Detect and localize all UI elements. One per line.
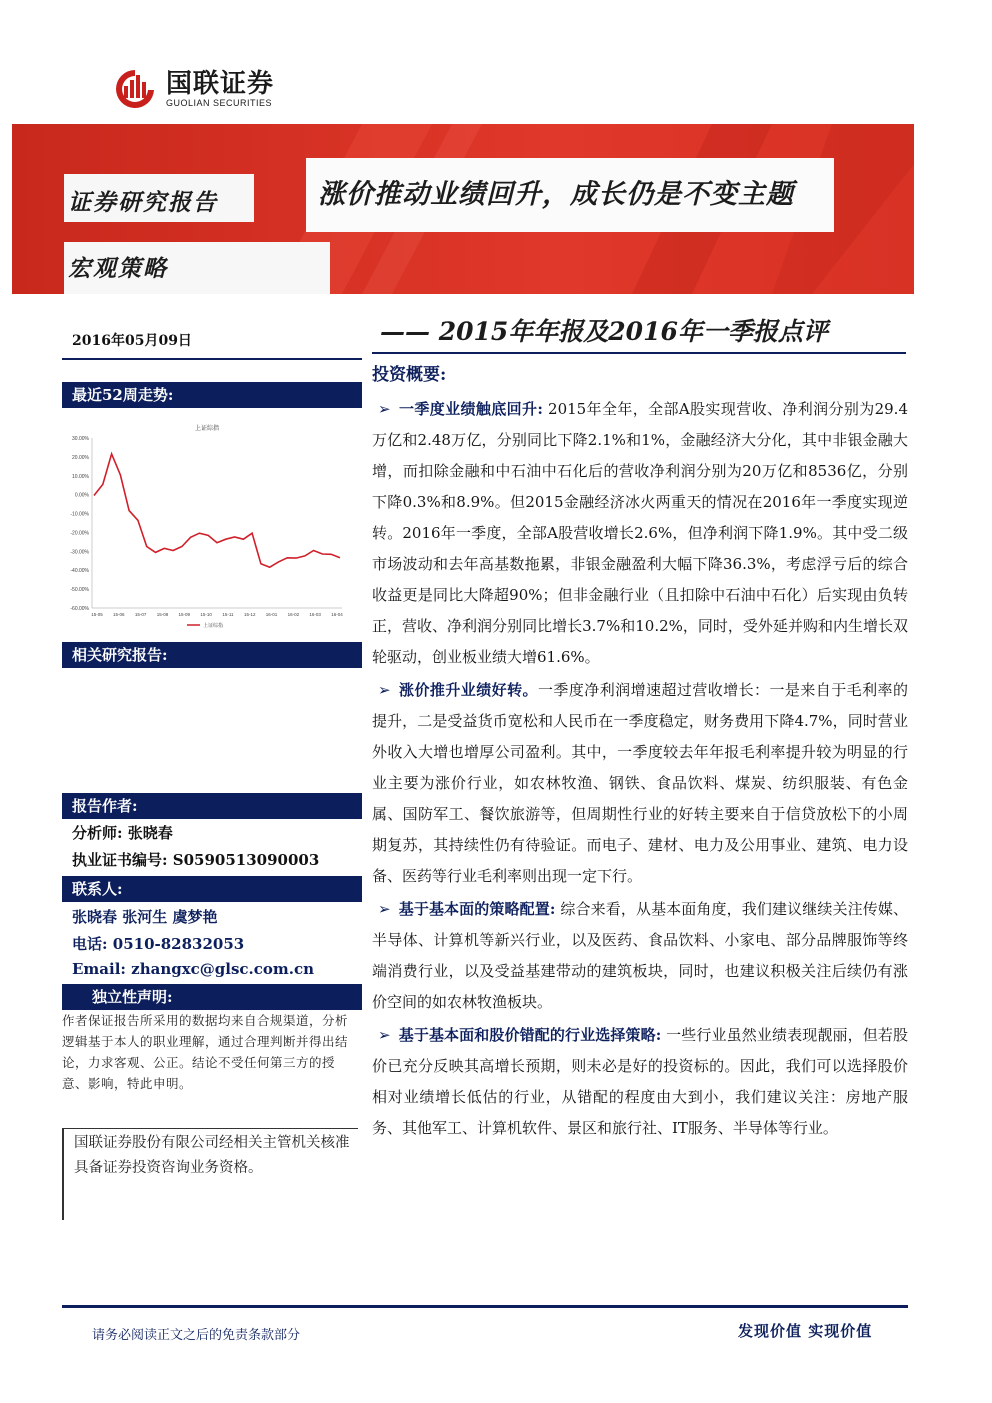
bullet-text: 一些行业虽然业绩表现靓丽，但若股价已充分反映其高增长预期，则未必是好的投资标的。因此，我们可以选择股价相对业绩增长低估的行业，从错配的程度由大到小，我们建议关注：房地产服务、其他军工、计算机软件、景区和旅行社、IT服务、半导体等行业。	[372, 1026, 908, 1137]
y-tick-label: 0.00%	[74, 492, 89, 499]
bullet-text: 2015年全年，全部A股实现营收、净利润分别为29.4万亿和2.48万亿，分别同比下降2.1%和1%，金融经济大分化，其中非银金融大增，而扣除金融和中石油中石化后的营收净利润分别为20万亿和8536亿，分别下降0.3%和8.9%。但2015金融经济冰火两重天的情况在2016年一季度实现逆转。2016年一季度，全部A股营收增长2.6%，但净利润下降1.9%。其中受二级市场波动和去年高基数拖累，非银金融盈利大幅下降36.3%，考虑浮亏后的综合收益更是同比大降超90%；但非金融行业（且扣除中石油中石化）后实现由负转正，营收、净利润分别同比增长3.7%和10.2%，同时，受外延并购和内生增长双轮驱动，创业板业绩大增61.6%。	[372, 400, 908, 666]
report-date: 2016年05月09日	[72, 333, 192, 349]
related-header: 相关研究报告:	[62, 642, 362, 668]
x-tick-label: 16-02	[287, 612, 300, 617]
report-title: 涨价推动业绩回升，成长仍是不变主题	[318, 179, 794, 210]
company-logo	[112, 66, 274, 112]
right-divider	[372, 352, 906, 354]
x-tick-label: 15-05	[91, 612, 103, 617]
footer-divider	[62, 1305, 908, 1308]
license-text: 国联证券股份有限公司经相关主管机关核准具备证券投资咨询业务资格。	[62, 1128, 358, 1181]
arrow-bullet-icon: ➢	[378, 681, 391, 699]
logo-mark-icon	[112, 66, 158, 112]
left-divider	[62, 358, 362, 360]
analyst-line: 分析师: 张晓春	[72, 824, 173, 842]
y-tick-label: 20.00%	[72, 454, 89, 461]
chart-title: 上证综指	[194, 426, 220, 432]
y-tick-label: -30.00%	[70, 549, 89, 556]
report-type: 证券研究报告	[68, 189, 218, 216]
y-tick-label: 10.00%	[72, 473, 89, 480]
logo-cn-text: 国联证券	[166, 69, 275, 99]
bullet-paragraph	[372, 1020, 908, 1144]
x-tick-label: 15-08	[156, 612, 169, 617]
bullet-text: 综合来看，从基本面角度，我们建议继续关注传媒、半导体、计算机等新兴行业，以及医药、食品饮料、小家电、部分品牌服饰等终端消费行业，以及受益基建带动的建筑板块，同时，也建议积极关注后续仍有涨价空间的如农林牧渔板块。	[372, 900, 908, 1011]
bullet-text: 一季度净利润增速超过营收增长：一是来自于毛利率的提升，二是受益货币宽松和人民币在一季度稳定，财务费用下降4.7%，同时营业外收入大增也增厚公司盈利。其中，一季度较去年年报毛利率提升较为明显的行业主要为涨价行业，如农林牧渔、钢铁、食品饮料、煤炭、纺织服装、有色金属、国防军工、餐饮旅游等，但周期性行业的好转主要来自于信贷放松下的小周期复苏，其持续性仍有待验证。而电子、建材、电力及公用事业、建筑、电力设备、医药等行业毛利率则出现一定下行。	[372, 681, 908, 885]
arrow-bullet-icon: ➢	[378, 1026, 391, 1044]
report-subtitle: —— 2015年年报及2016年一季报点评	[380, 317, 828, 346]
y-tick-label: -50.00%	[70, 587, 89, 594]
footer-slogan: 发现价值 实现价值	[738, 1322, 873, 1340]
bullet-paragraph	[372, 894, 908, 1018]
bullet-lead: 基于基本面的策略配置:	[398, 900, 556, 918]
main-content	[372, 394, 908, 1146]
x-tick-label: 16-01	[265, 612, 278, 617]
footer-disclaimer: 请务必阅读正文之后的免责条款部分	[92, 1328, 301, 1343]
license-box-border	[62, 1128, 64, 1220]
y-tick-label: -60.00%	[70, 606, 89, 612]
x-tick-label: 15-07	[134, 612, 147, 617]
y-tick-label: -20.00%	[70, 530, 89, 537]
bullet-paragraph	[372, 394, 908, 673]
independence-text: 作者保证报告所采用的数据均来自合规渠道，分析逻辑基于本人的职业理解，通过合理判断并得出结论，力求客观、公正。结论不受任何第三方的授意、影响，特此申明。	[62, 1013, 349, 1091]
arrow-bullet-icon: ➢	[378, 900, 391, 918]
phone-line: 电话: 0510-82832053	[72, 935, 245, 953]
email-line[interactable]: Email: zhangxc@glsc.com.cn	[72, 960, 315, 978]
section-heading: 投资概要:	[372, 365, 447, 385]
trend-header: 最近52周走势:	[62, 382, 362, 408]
contact-header: 联系人:	[62, 876, 362, 902]
y-tick-label: -10.00%	[70, 511, 89, 518]
y-tick-label: 30.00%	[72, 436, 89, 442]
arrow-bullet-icon: ➢	[378, 400, 391, 418]
trend-chart-svg	[62, 410, 362, 629]
series-line	[94, 454, 340, 567]
logo-en-text: GUOLIAN SECURITIES	[166, 98, 273, 108]
trend-chart	[62, 410, 362, 629]
x-tick-label: 15-06	[113, 612, 125, 617]
bullet-lead: 一季度业绩触底回升:	[398, 400, 543, 418]
category-label: 宏观策略	[68, 255, 168, 282]
x-tick-label: 16-04	[331, 612, 343, 617]
bullet-paragraph	[372, 675, 908, 892]
license-line: 执业证书编号: S0590513090003	[72, 851, 320, 869]
bullet-lead: 基于基本面和股价错配的行业选择策略:	[398, 1026, 662, 1044]
bullet-lead: 涨价推升业绩好转。	[398, 681, 538, 699]
x-tick-label: 15-12	[243, 612, 256, 617]
x-tick-label: 15-11	[222, 612, 234, 617]
author-header: 报告作者:	[62, 793, 362, 819]
y-tick-label: -40.00%	[70, 568, 89, 575]
contacts-line: 张晓春 张河生 虞梦艳	[72, 908, 218, 926]
independence-header: 独立性声明:	[62, 984, 362, 1010]
x-tick-label: 15-09	[178, 612, 191, 617]
x-tick-label: 15-10	[200, 612, 212, 617]
x-tick-label: 16-03	[309, 612, 321, 617]
legend-label: 上证综指	[203, 623, 224, 629]
